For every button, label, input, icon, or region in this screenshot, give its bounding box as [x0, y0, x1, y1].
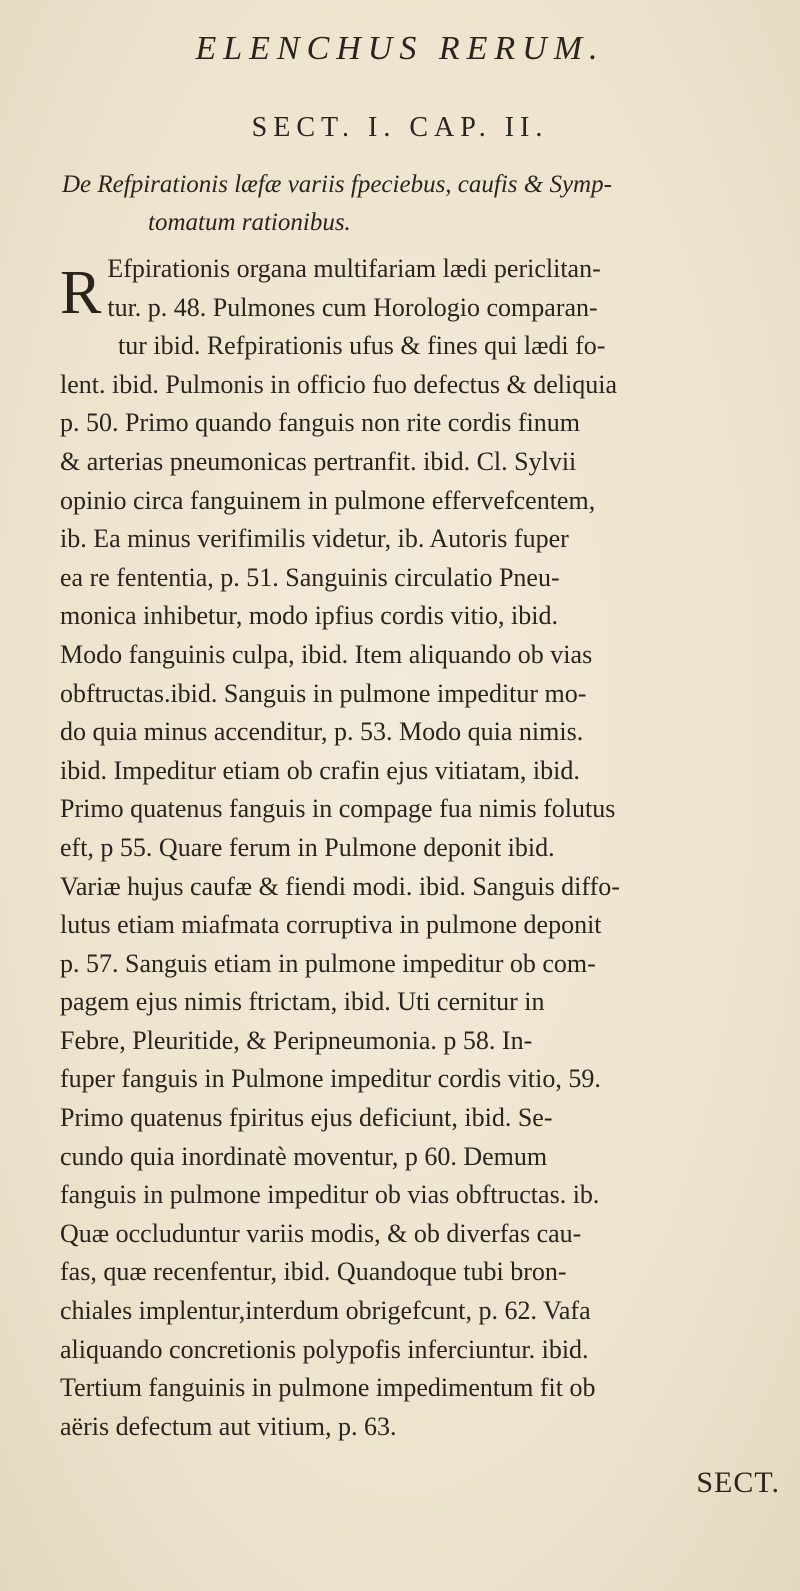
text-line: & arterias pneumonicas pertranfit. ibid. Cl. Sylvii — [60, 446, 577, 476]
text-line: ibid. Impeditur etiam ob crafin ejus vitiatam, ibid. — [60, 755, 580, 785]
chapter-title — [62, 166, 762, 242]
section-heading: SECT. I. CAP. II. — [251, 112, 549, 143]
text-line: fuper fanguis in Pulmone impeditur cordis vitio, 59. — [60, 1064, 601, 1094]
text-line: lutus etiam miafmata corruptiva in pulmone deponit — [60, 910, 602, 940]
text-line: eft, p 55. Quare ferum in Pulmone deponit ibid. — [60, 832, 555, 862]
text-line: ea re fententia, p. 51. Sanguinis circulatio Pneu- — [60, 562, 560, 592]
text-line: Tertium fanguinis in pulmone impedimentum fit ob — [60, 1373, 596, 1403]
drop-capital: R — [60, 259, 102, 327]
text-line: monica inhibetur, modo ipfius cordis vitio, ibid. — [60, 601, 558, 631]
text-line: lent. ibid. Pulmonis in officio fuo defectus & deliquia — [60, 369, 617, 399]
text-line: fanguis in pulmone impeditur ob vias obftructas. ib. — [60, 1180, 600, 1210]
text-line: do quia minus accenditur, p. 53. Modo quia nimis. — [60, 717, 584, 747]
text-line: p. 57. Sanguis etiam in pulmone impeditur ob com- — [60, 948, 596, 978]
running-head: ELENCHUS RERUM. — [195, 30, 605, 67]
text-line: Modo fanguinis culpa, ibid. Item aliquando ob vias — [60, 639, 593, 669]
text-line: p. 50. Primo quando fanguis non rite cordis finum — [60, 408, 580, 438]
text-line: opinio circa fanguinem in pulmone effervefcentem, — [60, 485, 596, 515]
index-paragraph — [60, 250, 800, 1446]
text-line: tur ibid. Refpirationis ufus & fines qui lædi fo- — [118, 331, 606, 361]
text-line: pagem ejus nimis ftrictam, ibid. Uti cernitur in — [60, 987, 545, 1017]
text-line: Primo quatenus fpiritus ejus deficiunt, ibid. Se- — [60, 1103, 553, 1133]
text-line: cundo quia inordinatè moventur, p 60. Demum — [60, 1141, 548, 1171]
text-line: ib. Ea minus verifimilis videtur, ib. Autoris fuper — [60, 524, 569, 554]
chapter-title-line-2: tomatum rationibus. — [148, 209, 351, 236]
text-line: obftructas.ibid. Sanguis in pulmone impeditur mo- — [60, 678, 587, 708]
text-line: Febre, Pleuritide, & Peripneumonia. p 58. In- — [60, 1025, 533, 1055]
text-line: fas, quæ recenfentur, ibid. Quandoque tubi bron- — [60, 1257, 567, 1287]
catchword: SECT. — [696, 1466, 780, 1499]
text-line: chiales implentur,interdum obrigefcunt, p. 62. Vafa — [60, 1296, 591, 1326]
text-line: Variæ hujus caufæ & fiendi modi. ibid. Sanguis diffo- — [60, 871, 620, 901]
text-line: aliquando concretionis polypofis inferciuntur. ibid. — [60, 1334, 589, 1364]
text-line: aëris defectum aut vitium, p. 63. — [60, 1411, 397, 1441]
text-line: tur. p. 48. Pulmones cum Horologio comparan- — [107, 292, 598, 322]
text-line: Primo quatenus fanguis in compage fua nimis folutus — [60, 794, 616, 824]
text-line: Quæ occluduntur variis modis, & ob diverfas cau- — [60, 1218, 582, 1248]
text-line: Efpirationis organa multifariam lædi periclitan- — [107, 254, 601, 283]
chapter-title-line-1: De Refpirationis læfæ variis fpeciebus, caufis & Symp- — [62, 171, 612, 198]
